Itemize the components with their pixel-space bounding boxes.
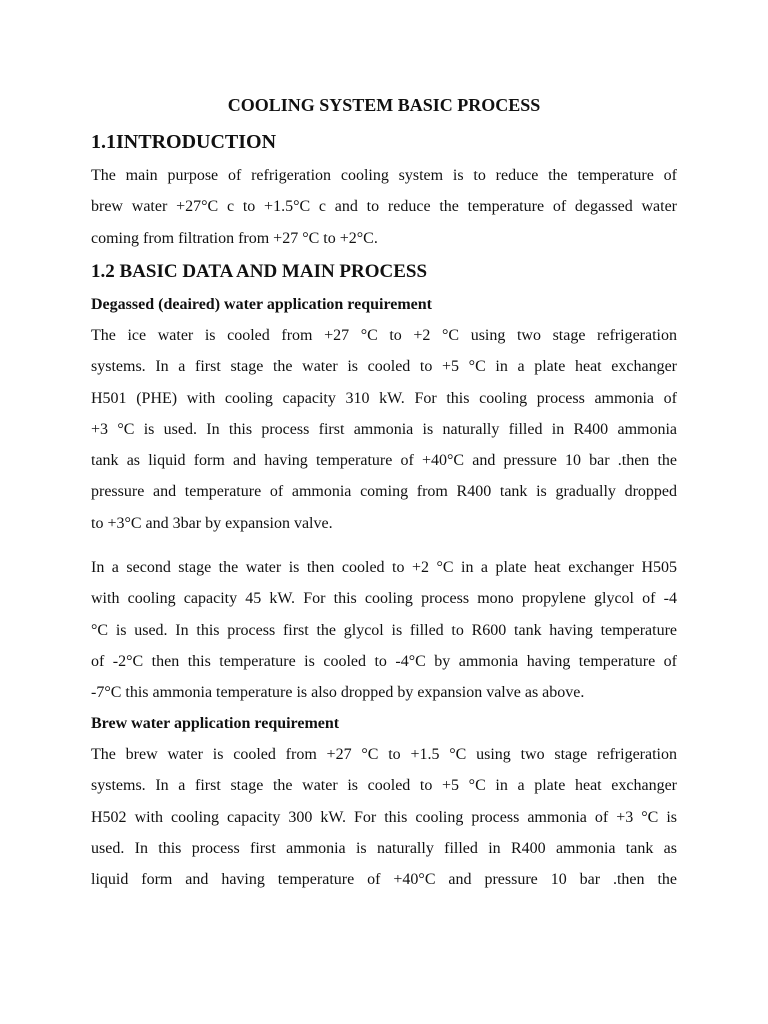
- text-line: In a second stage the water is then cooled to +2 °C in a plate heat exchanger H505: [91, 559, 677, 576]
- text-line: H501 (PHE) with cooling capacity 310 kW. For this cooling process ammonia of: [91, 389, 677, 407]
- subheading-degassed-water: Degassed (deaired) water application requirement: [91, 296, 433, 313]
- document-title: COOLING SYSTEM BASIC PROCESS: [227, 95, 541, 115]
- text-line: systems. In a first stage the water is cooled to +5 °C in a plate heat exchanger: [91, 358, 677, 376]
- text-line: to +3°C and 3bar by expansion valve.: [91, 514, 333, 532]
- text-line: tank as liquid form and having temperature of +40°C and pressure 10 bar .then the: [91, 452, 677, 470]
- text-line: systems. In a first stage the water is cooled to +5 °C in a plate heat exchanger: [91, 777, 677, 795]
- text-line: brew water +27°C c to +1.5°C c and to reduce the temperature of degassed water: [91, 198, 677, 216]
- degassed-paragraph-2: [91, 552, 677, 708]
- text-line: coming from filtration from +27 °C to +2°C.: [91, 229, 378, 247]
- text-line: +3 °C is used. In this process first ammonia is naturally filled in R400 ammonia: [91, 420, 677, 438]
- text-line: with cooling capacity 45 kW. For this cooling process mono propylene glycol of -4: [91, 590, 677, 608]
- text-line: The brew water is cooled from +27 °C to +1.5 °C using two stage refrigeration: [91, 746, 677, 763]
- text-line: used. In this process first ammonia is naturally filled in R400 ammonia tank as: [91, 839, 677, 857]
- brew-paragraph-1: [91, 739, 677, 895]
- introduction-paragraph: [91, 160, 677, 254]
- section-heading-introduction: 1.1INTRODUCTION: [91, 131, 277, 153]
- text-line: The main purpose of refrigeration cooling system is to reduce the temperature of: [91, 167, 677, 184]
- text-line: of -2°C then this temperature is cooled to -4°C by ammonia having temperature of: [91, 652, 677, 670]
- subheading-brew-water: Brew water application requirement: [91, 715, 340, 732]
- degassed-paragraph-1: [91, 320, 677, 539]
- text-line: The ice water is cooled from +27 °C to +2 °C using two stage refrigeration: [91, 327, 677, 344]
- text-line: pressure and temperature of ammonia coming from R400 tank is gradually dropped: [91, 483, 677, 501]
- text-line: -7°C this ammonia temperature is also dropped by expansion valve as above.: [91, 684, 585, 702]
- text-line: °C is used. In this process first the glycol is filled to R600 tank having temperature: [91, 621, 677, 639]
- section-heading-basic-data: 1.2 BASIC DATA AND MAIN PROCESS: [91, 261, 428, 282]
- text-line: liquid form and having temperature of +40°C and pressure 10 bar .then the: [91, 871, 677, 889]
- text-line: H502 with cooling capacity 300 kW. For this cooling process ammonia of +3 °C is: [91, 808, 677, 826]
